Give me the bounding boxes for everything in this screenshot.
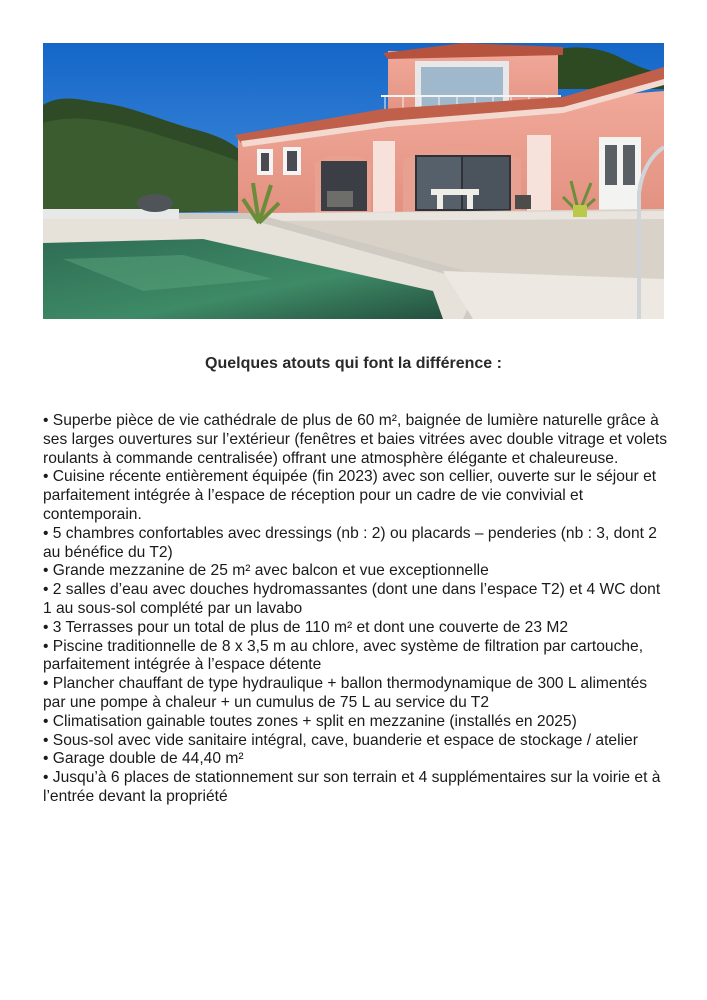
feature-item: • Jusqu’à 6 places de stationnement sur son terrain et 4 supplémentaires sur la voirie et à l’entrée devant la propriété <box>43 769 661 805</box>
feature-list <box>43 412 673 807</box>
page-heading: Quelques atouts qui font la différence : <box>205 355 502 372</box>
feature-item: • Cuisine récente entièrement équipée (fin 2023) avec son cellier, ouverte sur le séjour et parfaitement intégrée à l’espace de réception pour un cadre de vie convivial et contemporain. <box>43 468 657 523</box>
feature-item: • Garage double de 44,40 m² <box>43 750 244 768</box>
feature-item: • 2 salles d’eau avec douches hydromassantes (dont une dans l’espace T2) et 4 WC dont 1 au sous-sol complété par un lavabo <box>43 581 661 617</box>
feature-item: • Superbe pièce de vie cathédrale de plus de 60 m², baignée de lumière naturelle grâce à ses larges ouvertures sur l’extérieur (fenêtres et baies vitrées avec double vitrage et volets roulants à commande centralisée) offrant une atmosphère élégante et chaleureuse. <box>43 412 668 467</box>
feature-item: • Grande mezzanine de 25 m² avec balcon et vue exceptionnelle <box>43 562 489 580</box>
feature-item: • 3 Terrasses pour un total de plus de 110 m² et dont une couverte de 23 M2 <box>43 618 568 636</box>
feature-item: • Sous-sol avec vide sanitaire intégral, cave, buanderie et espace de stockage / atelier <box>43 731 638 749</box>
feature-item: • Piscine traditionnelle de 8 x 3,5 m au chlore, avec système de filtration par cartouche, parfaitement intégrée à l’espace détente <box>43 637 644 674</box>
property-photo <box>43 43 664 319</box>
feature-item: • Climatisation gainable toutes zones + split en mezzanine (installés en 2025) <box>43 712 577 730</box>
feature-item: • 5 chambres confortables avec dressings (nb : 2) ou placards – penderies (nb : 3, dont 2 au bénéfice du T2) <box>43 524 657 561</box>
feature-item: • Plancher chauffant de type hydraulique + ballon thermodynamique de 300 L alimentés par une pompe à chaleur + un cumulus de 75 L au service du T2 <box>43 675 648 711</box>
